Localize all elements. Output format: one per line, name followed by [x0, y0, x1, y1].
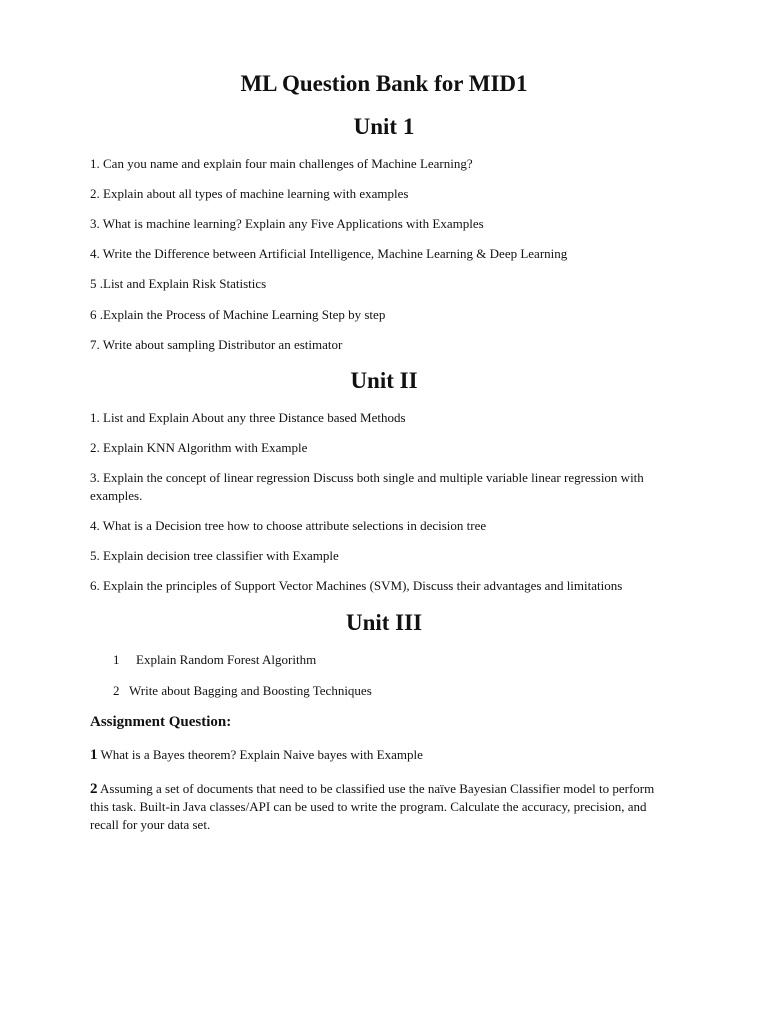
question-text: Assuming a set of documents that need to be classified use the naïve Bayesian Classifier model to perform this task. Built-in Java classes/API can be used to write the program. Calculate the accuracy, precision, and recall for your data set. [90, 781, 655, 832]
unit-1-question-1: 1. Can you name and explain four main challenges of Machine Learning? [90, 156, 473, 171]
assignment-question-2 [90, 780, 670, 834]
assignment-question-1 [90, 746, 670, 764]
unit-2-question-5: 5. Explain decision tree classifier with Example [90, 548, 339, 563]
document-title: ML Question Bank for MID1 [240, 71, 528, 96]
question-number: 1 [113, 652, 120, 667]
unit-1-question-2: 2. Explain about all types of machine learning with examples [90, 186, 409, 201]
unit-2-question-2: 2. Explain KNN Algorithm with Example [90, 440, 308, 455]
question-number: 2 [113, 683, 120, 698]
unit-3-heading: Unit III [345, 610, 423, 635]
question-text: Write about Bagging and Boosting Techniques [129, 683, 372, 698]
unit-3-question-1 [113, 651, 316, 669]
unit-2-question-6: 6. Explain the principles of Support Vector Machines (SVM), Discuss their advantages and limitations [90, 578, 623, 593]
question-number: 2 [90, 781, 98, 797]
unit-2-heading: Unit II [350, 368, 418, 393]
unit-2-question-3: 3. Explain the concept of linear regression Discuss both single and multiple variable linear regression with examples. [90, 470, 644, 503]
unit-2-question-1: 1. List and Explain About any three Distance based Methods [90, 410, 406, 425]
unit-1-question-7: 7. Write about sampling Distributor an estimator [90, 337, 343, 352]
unit-1-heading: Unit 1 [353, 114, 415, 139]
unit-3-question-2 [113, 682, 372, 700]
question-number: 1 [90, 747, 98, 763]
unit-1-question-5: 5 .List and Explain Risk Statistics [90, 276, 267, 291]
question-text: Explain Random Forest Algorithm [136, 652, 317, 667]
question-text: What is a Bayes theorem? Explain Naive bayes with Example [100, 747, 423, 762]
unit-2-question-4: 4. What is a Decision tree how to choose attribute selections in decision tree [90, 518, 487, 533]
unit-1-question-4: 4. Write the Difference between Artificial Intelligence, Machine Learning & Deep Learning [90, 246, 568, 261]
unit-1-question-6: 6 .Explain the Process of Machine Learning Step by step [90, 307, 386, 322]
assignment-heading: Assignment Question: [90, 714, 232, 730]
unit-1-question-3: 3. What is machine learning? Explain any Five Applications with Examples [90, 216, 484, 231]
